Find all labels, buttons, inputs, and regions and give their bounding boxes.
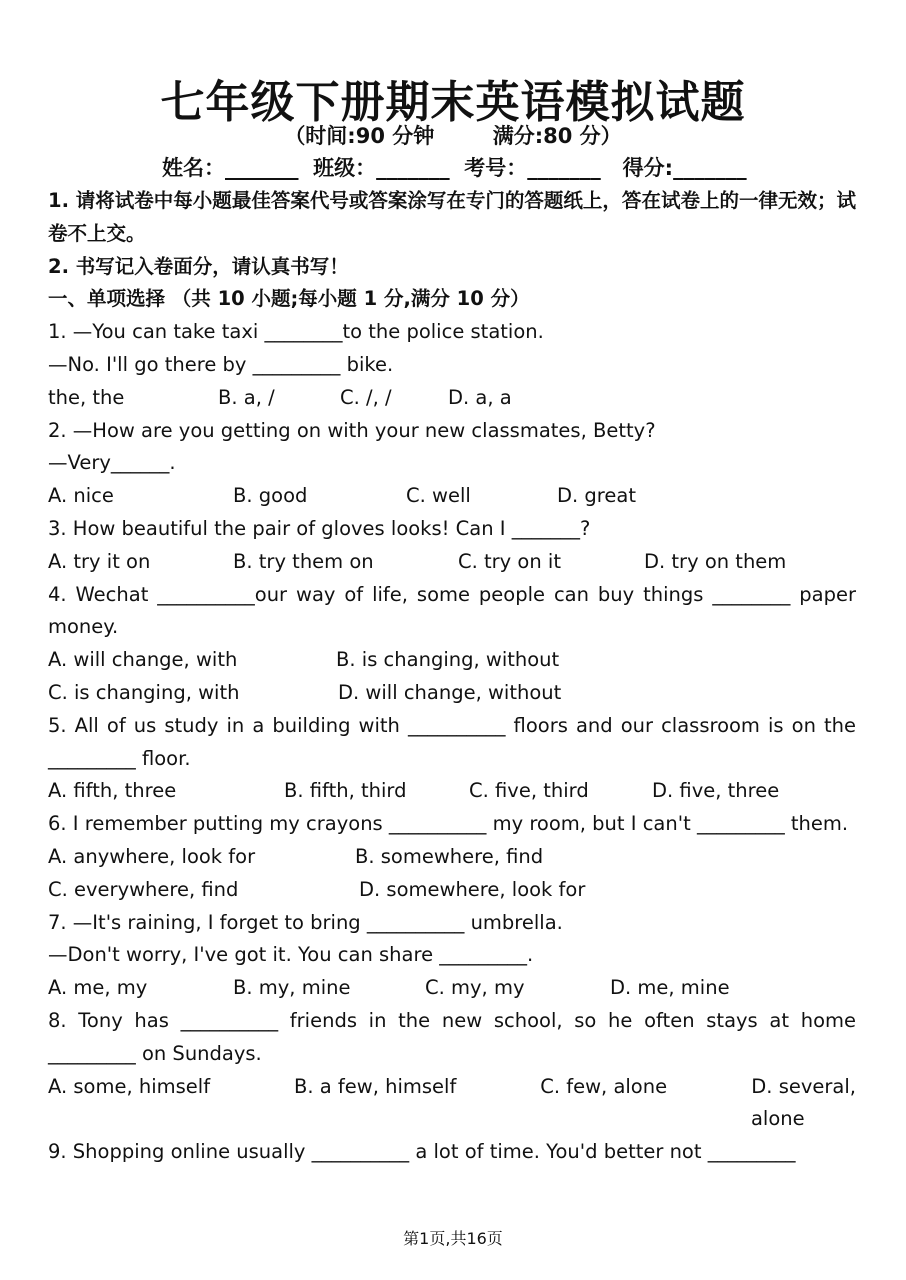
option-c: C. try on it xyxy=(458,549,561,573)
option-d: D. try on them xyxy=(644,549,787,573)
option-c: C. everywhere, find xyxy=(48,877,239,901)
page-number: 第1页,共16页 xyxy=(403,1229,503,1248)
question-5-text: 5. All of us study in a building with __________ floors and our classroom is on the _________ floor. xyxy=(48,713,856,770)
option-b: B. my, mine xyxy=(233,976,351,1000)
option-b: B. good xyxy=(233,484,308,508)
question-9-line-1: 9. Shopping online usually __________ a lot of time. You'd better not _________ xyxy=(48,1140,796,1164)
student-info-line: 姓名：_______ 班级：_______ 考号：_______ 得分:_______ xyxy=(162,156,747,180)
exam-body xyxy=(48,185,856,1169)
option-a: A. anywhere, look for xyxy=(48,844,256,868)
section-heading: 一、单项选择 （共 10 小题;每小题 1 分,满分 10 分） xyxy=(48,287,530,311)
option-c: C. five, third xyxy=(469,779,589,803)
option-a: A. fifth, three xyxy=(48,779,177,803)
option-b: B. a, / xyxy=(218,385,275,409)
option-b: B. a few, himself xyxy=(293,1074,457,1098)
question-4-options-row-2 xyxy=(48,677,856,710)
instruction-2: 2. 书写记入卷面分，请认真书写！ xyxy=(48,254,349,278)
option-d: D. will change, without xyxy=(338,680,562,704)
exam-title: 七年级下册期末英语模拟试题 xyxy=(160,77,746,128)
question-7-options xyxy=(48,972,856,1005)
option-d: D. several, alone xyxy=(750,1074,856,1131)
option-b: B. is changing, without xyxy=(336,648,560,672)
question-6-options-row-2 xyxy=(48,874,856,907)
option-a: A. me, my xyxy=(48,976,148,1000)
instruction-1: 1. 请将试卷中每小题最佳答案代号或答案涂写在专门的答题纸上，答在试卷上的一律无效；试卷不上交。 xyxy=(48,189,856,245)
option-d: D. somewhere, look for xyxy=(359,877,586,901)
option-a: A. will change, with xyxy=(48,648,238,672)
question-8-options xyxy=(48,1071,856,1137)
option-d: D. a, a xyxy=(448,385,512,409)
option-a: the, the xyxy=(48,385,125,409)
question-1-line-2: —No. I'll go there by _________ bike. xyxy=(48,352,394,376)
question-4-options-row-1 xyxy=(48,644,856,677)
option-d: D. great xyxy=(557,484,636,508)
option-c: C. /, / xyxy=(340,385,392,409)
option-c: C. few, alone xyxy=(540,1074,668,1098)
question-6-options-row-1 xyxy=(48,841,856,874)
option-d: D. me, mine xyxy=(610,976,730,1000)
option-b: B. try them on xyxy=(233,549,374,573)
question-6-text: 6. I remember putting my crayons __________ my room, but I can't _________ them. xyxy=(48,812,849,836)
question-7-line-1: 7. —It's raining, I forget to bring __________ umbrella. xyxy=(48,910,563,934)
question-4-text: 4. Wechat __________our way of life, some people can buy things ________ paper money. xyxy=(48,582,856,639)
question-2-line-1: 2. —How are you getting on with your new classmates, Betty? xyxy=(48,418,656,442)
exam-time-score: （时间:90 分钟 满分:80 分） xyxy=(284,124,622,148)
question-3-line-1: 3. How beautiful the pair of gloves looks! Can I _______? xyxy=(48,516,591,540)
question-3-options xyxy=(48,546,856,579)
option-a: A. try it on xyxy=(48,549,151,573)
option-a: A. nice xyxy=(48,484,114,508)
option-d: D. five, three xyxy=(652,779,780,803)
option-b: B. somewhere, find xyxy=(355,844,544,868)
question-7-line-2: —Don't worry, I've got it. You can share _________. xyxy=(48,943,534,967)
option-b: B. fifth, third xyxy=(284,779,407,803)
option-a: A. some, himself xyxy=(48,1074,211,1098)
option-c: C. my, my xyxy=(425,976,525,1000)
question-8-text: 8. Tony has __________ friends in the new school, so he often stays at home _________ on Sundays. xyxy=(48,1008,856,1065)
question-2-line-2: —Very______. xyxy=(48,451,176,475)
question-1-options xyxy=(48,382,856,415)
question-2-options xyxy=(48,480,856,513)
question-1-line-1: 1. —You can take taxi ________to the police station. xyxy=(48,320,544,344)
option-c: C. well xyxy=(406,484,471,508)
question-5-options xyxy=(48,775,856,808)
option-c: C. is changing, with xyxy=(48,680,240,704)
